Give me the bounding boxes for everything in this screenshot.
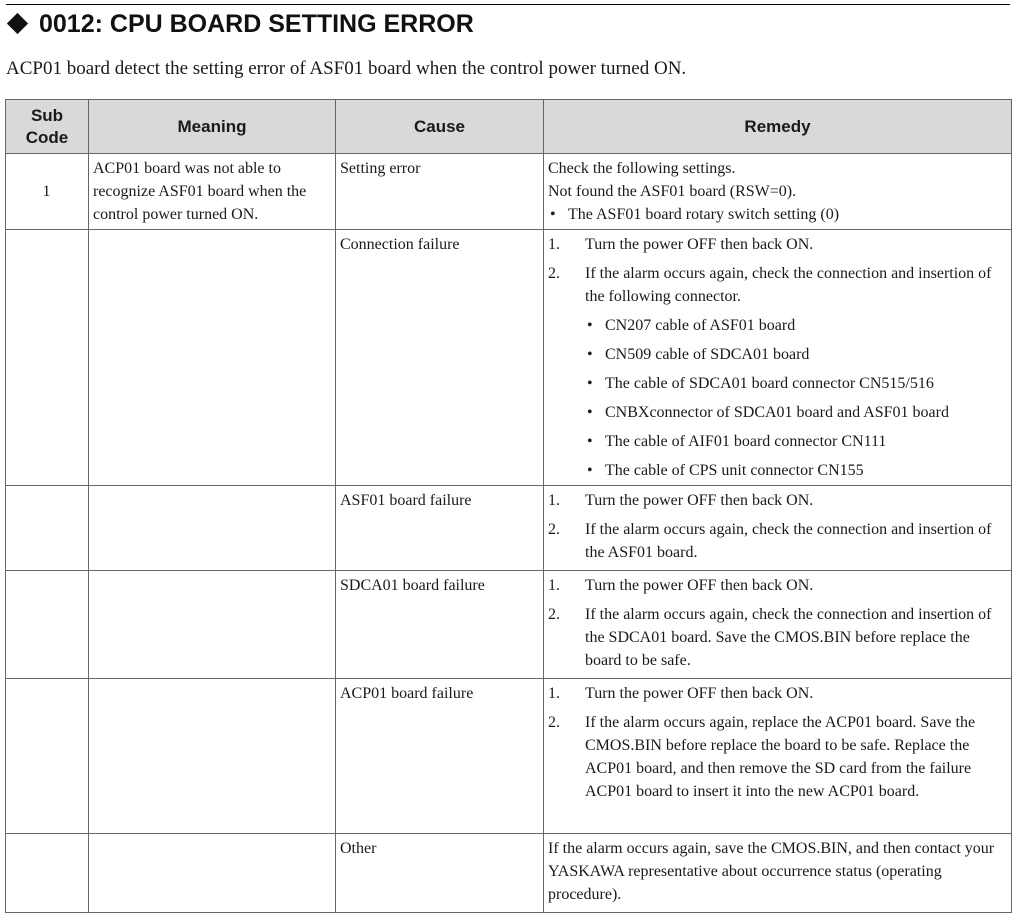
connector-bullet: • The cable of SDCA01 board connector CN515/516 bbox=[585, 372, 1006, 395]
cause-cell: Setting error bbox=[336, 154, 544, 230]
page-title bbox=[6, 10, 474, 39]
diamond-bullet-icon bbox=[7, 13, 28, 34]
header-cause: Cause bbox=[336, 100, 544, 154]
sub-code-cell bbox=[6, 679, 89, 834]
remedy-cell bbox=[544, 154, 1012, 230]
remedy-step: 1. Turn the power OFF then back ON. bbox=[548, 577, 814, 594]
meaning-cell bbox=[89, 571, 336, 679]
error-table bbox=[5, 99, 1012, 913]
remedy-step: 2. If the alarm occurs again, replace the ACP01 board. Save the CMOS.BIN before replace the board to be safe. Replace the ACP01 board, and then remove the SD card from the failure ACP01 board to insert it into the new ACP01 board. bbox=[548, 714, 976, 800]
remedy-line: Check the following settings. bbox=[548, 160, 736, 177]
bullet-dot-icon: • bbox=[587, 375, 593, 392]
header-remedy: Remedy bbox=[544, 100, 1012, 154]
bullet-dot-icon: • bbox=[587, 404, 593, 421]
remedy-cell bbox=[544, 571, 1012, 679]
remedy-step: 1. Turn the power OFF then back ON. bbox=[548, 236, 814, 253]
remedy-cell bbox=[544, 230, 1012, 486]
remedy-step: 2. If the alarm occurs again, check the connection and insertion of the following connector. • CN207 cable of ASF01 board • CN509 cable of SDCA01 board • The cable of SDCA01 board connector CN515/516 • CNBXconnector of SDCA01 board and ASF01 board • The cable of AIF01 board connector CN111 • The cable of CPS unit connector CN155 bbox=[548, 262, 1006, 482]
table-row bbox=[6, 571, 1012, 679]
connector-bullet: • The cable of CPS unit connector CN155 bbox=[585, 459, 1006, 482]
bullet-dot-icon: • bbox=[587, 462, 593, 479]
header-meaning: Meaning bbox=[89, 100, 336, 154]
cause-cell: ACP01 board failure bbox=[336, 679, 544, 834]
remedy-line: Not found the ASF01 board (RSW=0). bbox=[548, 183, 797, 200]
remedy-cell bbox=[544, 679, 1012, 834]
connector-bullet: • The cable of AIF01 board connector CN111 bbox=[585, 430, 1006, 453]
connector-bullet: • CN207 cable of ASF01 board bbox=[585, 314, 1006, 337]
remedy-cell bbox=[544, 486, 1012, 571]
table-header-row bbox=[6, 100, 1012, 154]
remedy-step: 2. If the alarm occurs again, check the connection and insertion of the ASF01 board. bbox=[548, 521, 992, 561]
meaning-cell bbox=[89, 230, 336, 486]
remedy-step: 1. Turn the power OFF then back ON. bbox=[548, 685, 814, 702]
page-title-text: 0012: CPU BOARD SETTING ERROR bbox=[39, 10, 474, 38]
meaning-cell bbox=[89, 834, 336, 913]
table-row bbox=[6, 679, 1012, 834]
intro-text: ACP01 board detect the setting error of ASF01 board when the control power turned ON. bbox=[6, 58, 687, 79]
table-row bbox=[6, 154, 1012, 230]
meaning-cell bbox=[89, 679, 336, 834]
bullet-dot-icon: • bbox=[587, 346, 593, 363]
meaning-cell: ACP01 board was not able to recognize ASF01 board when the control power turned ON. bbox=[89, 154, 336, 230]
connector-bullet: • CNBXconnector of SDCA01 board and ASF01 board bbox=[585, 401, 1006, 424]
sub-code-cell bbox=[6, 486, 89, 571]
bullet-dot-icon: • bbox=[587, 433, 593, 450]
top-rule bbox=[6, 4, 1010, 5]
remedy-cell: If the alarm occurs again, save the CMOS.BIN, and then contact your YASKAWA representative about occurrence status (operating procedure). bbox=[544, 834, 1012, 913]
table-row bbox=[6, 834, 1012, 913]
table-row bbox=[6, 230, 1012, 486]
remedy-step: 1. Turn the power OFF then back ON. bbox=[548, 492, 814, 509]
remedy-step: 2. If the alarm occurs again, check the connection and insertion of the SDCA01 board. Save the CMOS.BIN before replace the board to be safe. bbox=[548, 606, 992, 669]
bullet-dot-icon: • bbox=[587, 317, 593, 334]
sub-code-cell bbox=[6, 230, 89, 486]
cause-cell: ASF01 board failure bbox=[336, 486, 544, 571]
cause-cell: Connection failure bbox=[336, 230, 544, 486]
remedy-bullet: • The ASF01 board rotary switch setting (0) bbox=[548, 203, 1006, 226]
bullet-dot-icon: • bbox=[550, 206, 556, 223]
table-row bbox=[6, 486, 1012, 571]
sub-code-cell bbox=[6, 571, 89, 679]
cause-cell: SDCA01 board failure bbox=[336, 571, 544, 679]
sub-code-cell: 1 bbox=[6, 154, 89, 230]
connector-bullet: • CN509 cable of SDCA01 board bbox=[585, 343, 1006, 366]
header-sub-code: Sub Code bbox=[6, 100, 89, 154]
sub-code-cell bbox=[6, 834, 89, 913]
meaning-cell bbox=[89, 486, 336, 571]
cause-cell: Other bbox=[336, 834, 544, 913]
